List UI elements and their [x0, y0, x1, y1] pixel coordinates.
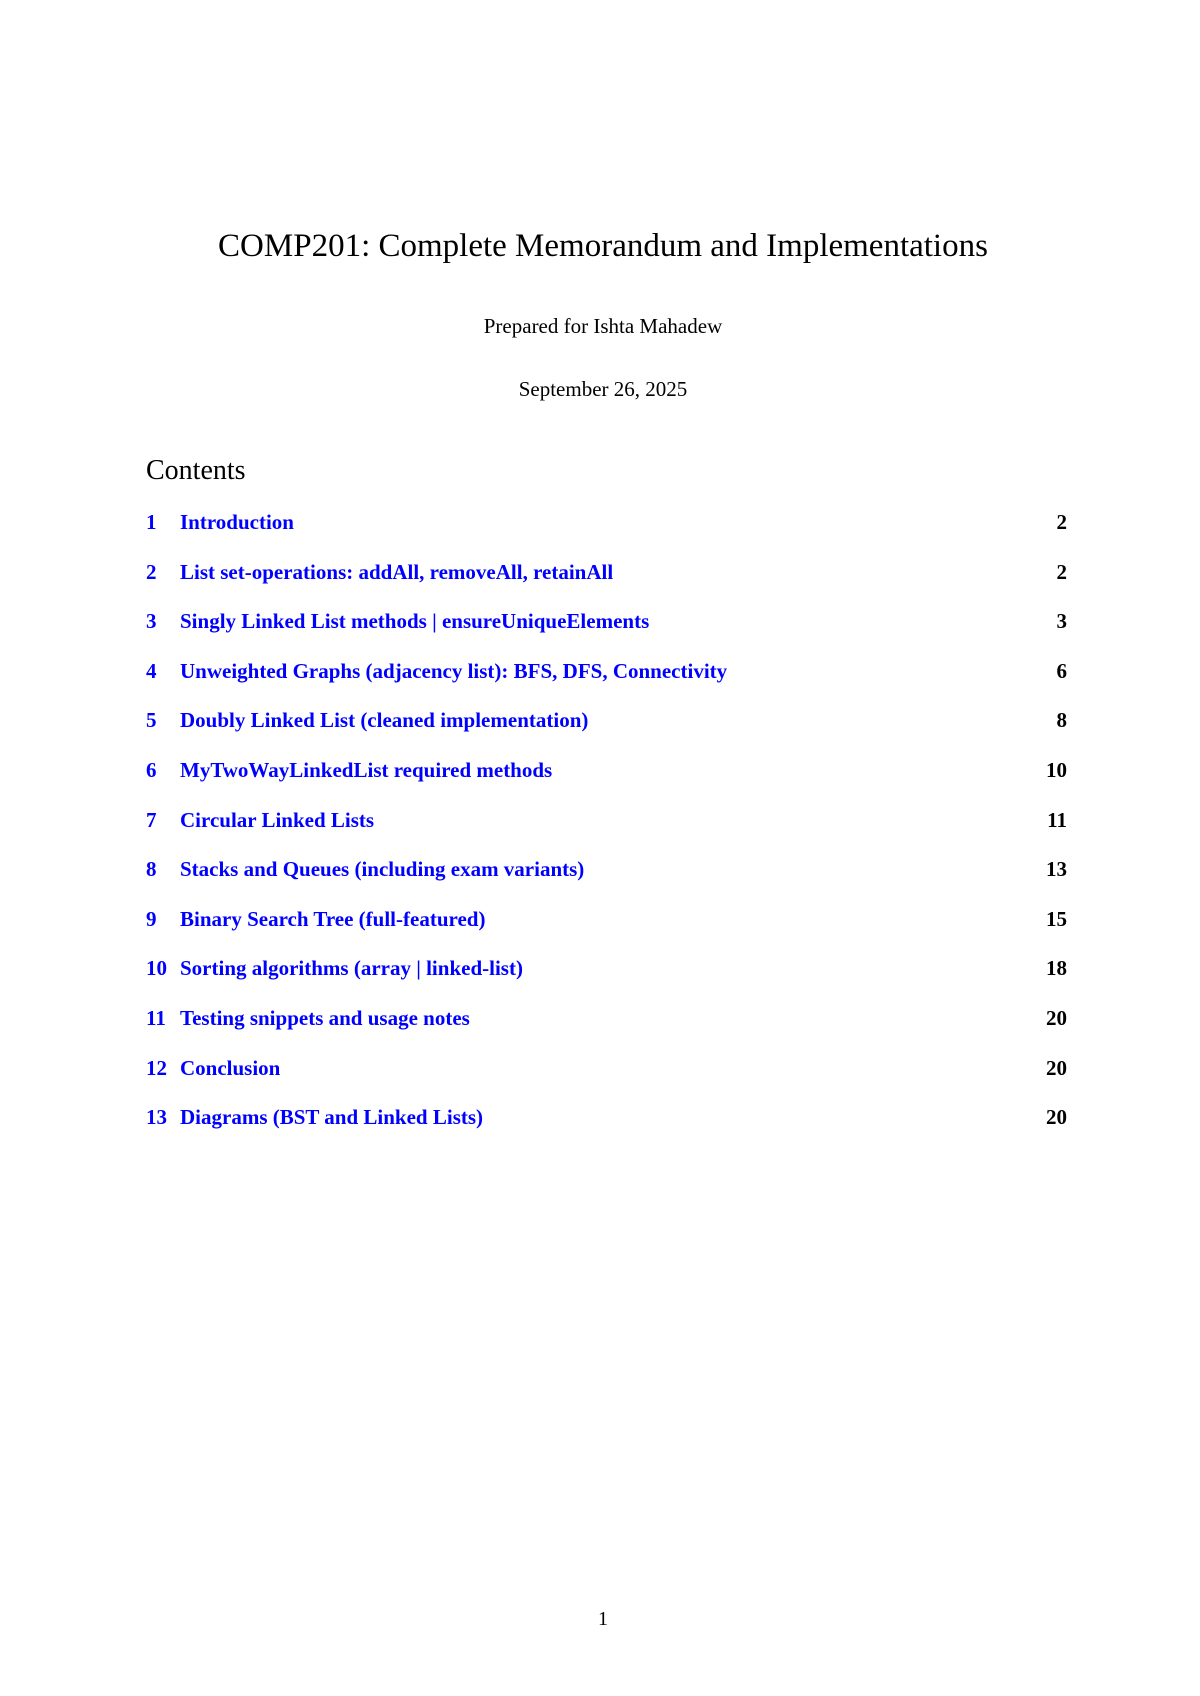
toc-entry[interactable]: [146, 560, 1067, 610]
toc-entry[interactable]: [146, 808, 1067, 858]
toc-entry[interactable]: [146, 708, 1067, 758]
toc-entry-number: 12: [146, 1055, 167, 1080]
toc-entry-number: 10: [146, 956, 167, 981]
document-date: September 26, 2025: [518, 377, 688, 401]
toc-entry[interactable]: [146, 956, 1067, 1006]
toc-entry[interactable]: [146, 1006, 1067, 1056]
toc-entry-number: 13: [146, 1105, 167, 1130]
toc-entry-title: Stacks and Queues (including exam variants): [180, 857, 585, 882]
toc-entry[interactable]: [146, 907, 1067, 957]
toc-entry-number: 8: [146, 857, 157, 882]
toc-entry-title: List set-operations: addAll, removeAll, retainAll: [180, 559, 614, 584]
toc-entry-title: Introduction: [180, 510, 294, 534]
toc-entry-page: 10: [1046, 757, 1067, 782]
toc-entry-page: 18: [1046, 956, 1067, 981]
toc-entry-title: Diagrams (BST and Linked Lists): [180, 1105, 484, 1130]
toc-entry-page: 15: [1046, 906, 1067, 931]
toc-entry-page: 3: [1056, 609, 1067, 634]
toc-entry-number: 1: [146, 510, 157, 534]
toc-entry-number: 5: [146, 708, 157, 733]
toc-entry-page: 6: [1056, 658, 1067, 683]
toc-entry-number: 11: [146, 1005, 166, 1030]
toc-entry[interactable]: [146, 857, 1067, 907]
toc-entry-number: 2: [146, 559, 157, 584]
toc-entry-title: Conclusion: [180, 1055, 281, 1080]
toc-entry-page: 2: [1056, 559, 1067, 584]
toc-entry-title: Sorting algorithms (array | linked-list): [180, 956, 523, 981]
toc-entry-title: Unweighted Graphs (adjacency list): BFS, DFS, Connectivity: [180, 658, 728, 683]
toc-entry-number: 9: [146, 906, 157, 931]
toc-entry-number: 4: [146, 658, 157, 683]
toc-entry-page: 2: [1056, 510, 1067, 534]
toc-entry[interactable]: [146, 1056, 1067, 1106]
document-title: COMP201: Complete Memorandum and Implementations: [218, 228, 988, 264]
toc-entry-title: Testing snippets and usage notes: [180, 1005, 470, 1030]
toc-entry-page: 20: [1046, 1055, 1067, 1080]
toc-entry-page: 13: [1046, 857, 1067, 882]
toc-entry[interactable]: [146, 758, 1067, 808]
document-author: Prepared for Ishta Mahadew: [483, 314, 723, 338]
toc-entry-page: 20: [1046, 1105, 1067, 1130]
page-number: 1: [598, 1608, 608, 1630]
toc-entry-title: Circular Linked Lists: [180, 807, 375, 832]
table-of-contents: [146, 510, 1067, 1155]
toc-entry-number: 6: [146, 757, 157, 782]
toc-entry-title: Binary Search Tree (full-featured): [180, 906, 486, 931]
toc-entry[interactable]: [146, 609, 1067, 659]
toc-entry-page: 11: [1047, 807, 1067, 832]
toc-entry-page: 8: [1056, 708, 1067, 733]
toc-entry-title: Doubly Linked List (cleaned implementation): [180, 708, 589, 733]
toc-entry-number: 3: [146, 609, 157, 634]
toc-entry-page: 20: [1046, 1005, 1067, 1030]
toc-entry[interactable]: [146, 659, 1067, 709]
toc-entry-title: MyTwoWayLinkedList required methods: [180, 757, 553, 782]
toc-entry-title: Singly Linked List methods | ensureUniqueElements: [180, 609, 650, 634]
contents-heading: Contents: [146, 455, 246, 486]
toc-entry-number: 7: [146, 807, 157, 832]
toc-entry[interactable]: [146, 510, 1067, 560]
toc-entry[interactable]: [146, 1105, 1067, 1155]
